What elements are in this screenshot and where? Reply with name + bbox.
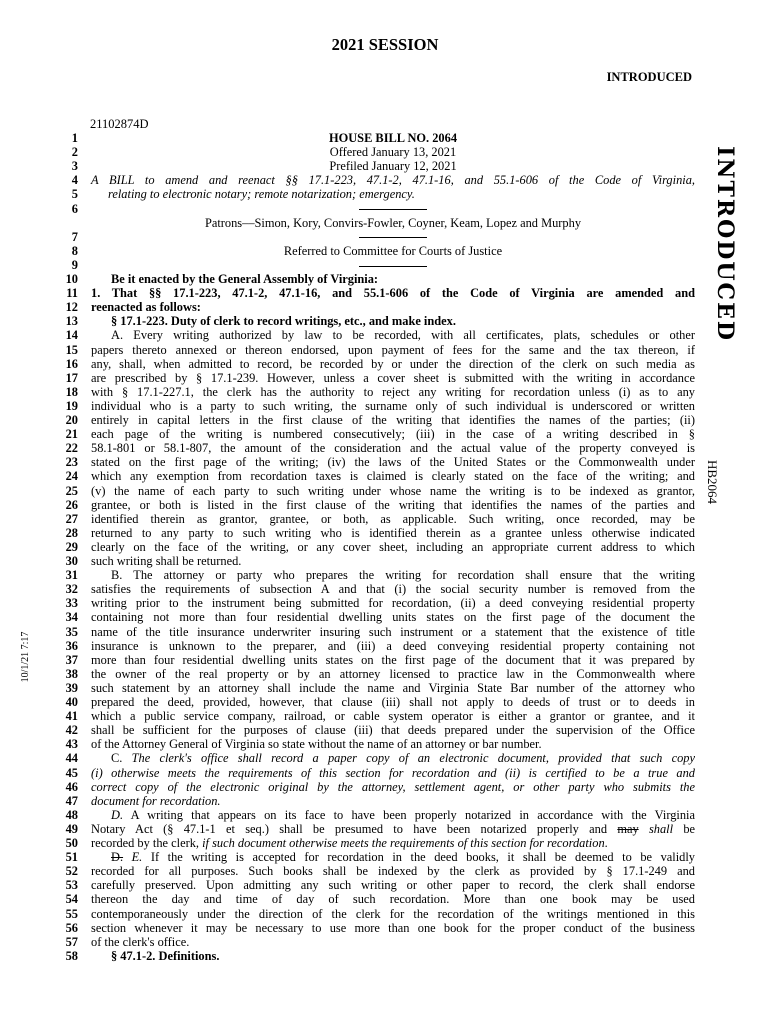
text-segment: papers thereto annexed or thereon endorsed, upon payment of fees for the same and the tax thereon, if: [91, 342, 695, 357]
text-segment: Be it enacted by the General Assembly of Virginia:: [111, 272, 379, 286]
text-segment: prepared the deed, provided, however, that clause (iii) shall not apply to deeds of trust or to deeds in: [91, 695, 695, 709]
line-text: [91, 371, 695, 385]
line-number: 32: [65, 582, 78, 597]
text-line: [0, 258, 770, 272]
text-segment: clearly on the face of the writing, or any cover sheet, including an appropriate current address to which: [91, 539, 695, 554]
line-text: [91, 737, 695, 751]
text-segment: Referred to Committee for Courts of Justice: [283, 243, 503, 258]
line-number: 7: [71, 229, 78, 244]
text-segment: individual who is a party to such writing, the surname only of such individual is underscored or written: [91, 398, 695, 413]
line-number: 23: [65, 455, 78, 470]
status-label: INTRODUCED: [606, 70, 692, 84]
line-number: 28: [65, 525, 78, 540]
text-line: [0, 385, 770, 399]
side-print-date: 10/1/21 7:17: [20, 631, 31, 683]
text-line: [0, 469, 770, 483]
line-text: [91, 935, 695, 949]
text-segment: relating to electronic notary; remote notarization; emergency.: [108, 187, 415, 202]
text-line: [0, 512, 770, 526]
text-line: [0, 328, 770, 342]
text-line: [0, 878, 770, 892]
line-text: [91, 667, 695, 681]
line-text: [91, 202, 695, 216]
text-segment: contemporaneously under the direction of the clerk for the recordation of the writings mentioned in this: [91, 906, 695, 921]
text-segment: D.: [111, 850, 124, 865]
text-segment: (i) otherwise meets the requirements of this section for recordation and (ii) is certified to be a true and: [91, 765, 695, 780]
side-bill-number: HB2064: [705, 459, 720, 505]
line-number: 33: [65, 596, 78, 611]
line-number: 57: [65, 934, 78, 949]
text-segment: Notary Act (§ 47.1-1 et seq.) shall be presumed to have been notarized properly and: [91, 821, 618, 836]
line-text: [91, 836, 695, 850]
text-segment: recorded by the clerk: [91, 836, 196, 850]
line-text: [91, 526, 695, 540]
text-line: [0, 455, 770, 469]
text-line: [0, 314, 770, 328]
text-segment: name of the title insurance underwriter insuring such instrument or a statement that the existence of title: [91, 624, 695, 639]
text-line: [0, 286, 770, 300]
text-segment: section whenever it may be necessary to use more than one book for the proper conduct of the business: [91, 920, 695, 935]
line-number: 4: [71, 173, 78, 188]
line-text: [91, 385, 695, 399]
text-line: [0, 780, 770, 794]
line-text: [91, 610, 695, 624]
text-line: [0, 808, 770, 822]
line-text: [91, 286, 695, 300]
line-number: 5: [71, 187, 78, 202]
text-line: [0, 582, 770, 596]
text-line: [0, 892, 770, 906]
line-number: 55: [65, 906, 78, 921]
text-line: [0, 766, 770, 780]
line-number: 9: [71, 257, 78, 272]
text-segment: stated on the first page of the writing; (iv) the laws of the United States or the Commonwealth under: [91, 455, 695, 470]
line-number: 11: [66, 286, 78, 301]
line-text: [91, 230, 695, 244]
text-segment: Prefiled January 12, 2021: [329, 159, 457, 174]
line-number: 22: [65, 441, 78, 456]
text-line: [0, 935, 770, 949]
line-text: [91, 399, 695, 413]
text-segment: document for recordation.: [91, 793, 221, 808]
text-segment: shall: [648, 821, 674, 836]
text-segment: writing prior to the instrument being submitted for recordation, (ii) a deed conveying residential property: [91, 596, 695, 611]
line-number: 54: [65, 892, 78, 907]
text-line: [0, 484, 770, 498]
text-segment: may: [617, 821, 639, 836]
line-number: 10: [65, 272, 78, 286]
text-segment: The clerk's office shall record a paper copy of an electronic document, provided that such copy: [131, 751, 695, 766]
line-text: [91, 173, 695, 187]
line-text: [91, 159, 695, 173]
line-text: [91, 540, 695, 554]
line-text: [91, 568, 695, 582]
line-text: [91, 780, 695, 794]
text-segment: B. The attorney or party who prepares the writing for recordation shall ensure that the writing: [111, 568, 695, 583]
text-segment: , if such document otherwise meets the requirements of this section for recordation: [195, 836, 605, 850]
text-line: [0, 695, 770, 709]
line-number: 8: [71, 243, 78, 258]
line-number: 49: [65, 821, 78, 836]
line-number: 52: [65, 864, 78, 879]
text-segment: recorded for all purposes. Such books shall be indexed by the clerk as provided by § 17.1-249 and: [91, 864, 695, 879]
separator-rule: [359, 266, 427, 267]
text-segment: C.: [111, 751, 132, 766]
separator-rule: [359, 237, 427, 238]
line-text: [91, 484, 695, 498]
text-line: [0, 441, 770, 455]
text-segment: grantee, or both is listed in the first clause of the writing that identifies the names of the parties and: [91, 497, 695, 512]
line-text: [91, 216, 695, 230]
text-segment: reenacted as follows:: [91, 300, 201, 315]
text-line: [0, 639, 770, 653]
text-segment: of the Attorney General of Virginia so state without the name of an attorney or bar number.: [91, 737, 542, 752]
text-segment: A writing that appears on its face to have been properly notarized in accordance with the Virginia: [123, 807, 695, 822]
line-text: [91, 878, 695, 892]
line-number: 26: [65, 497, 78, 512]
line-text: [91, 187, 695, 201]
text-line: [0, 610, 770, 624]
line-number: 53: [65, 878, 78, 893]
line-number: 19: [65, 398, 78, 413]
line-text: [91, 794, 695, 808]
text-segment: thereon the day and time of day of such recordation. More than one book may be used: [91, 892, 695, 907]
text-segment: § 47.1-2. Definitions.: [111, 948, 220, 963]
text-segment: which a public service company, railroad, or cable system operator is either a grantor or grantee, and it: [91, 709, 695, 724]
line-number: 16: [65, 356, 78, 371]
line-text: [91, 314, 695, 328]
line-text: [91, 328, 695, 342]
separator-rule: [359, 209, 427, 210]
text-segment: such statement by an attorney shall include the name and Virginia State Bar number of the attorney who: [91, 680, 695, 695]
line-number: 50: [65, 836, 78, 850]
line-number: 29: [65, 539, 78, 554]
text-line: [0, 498, 770, 512]
line-text: [91, 413, 695, 427]
text-line: [0, 667, 770, 681]
text-segment: [639, 822, 649, 836]
line-text: [91, 272, 695, 286]
line-number: 31: [65, 568, 78, 583]
text-segment: containing not more than four residential dwelling units states on the first page of the document the: [91, 610, 695, 625]
line-text: [91, 441, 695, 455]
text-segment: .: [604, 836, 608, 850]
text-segment: of the clerk's office.: [91, 934, 190, 949]
text-segment: Patrons––Simon, Kory, Convirs-Fowler, Coyner, Keam, Lopez and Murphy: [204, 215, 582, 230]
text-line: [0, 272, 770, 286]
line-text: [91, 639, 695, 653]
line-text: [91, 596, 695, 610]
text-segment: more than four residential dwelling units states on the first page of the document that it was prepared by: [91, 652, 695, 667]
text-segment: the owner of the real property or by an attorney licensed to practice law in the Commonwealth where: [91, 666, 695, 681]
text-segment: identified therein as grantor, grantee, or both, as applicable. Such writing, once recorded, may be: [91, 511, 695, 526]
line-text: [91, 808, 695, 822]
line-text: [91, 554, 695, 568]
text-segment: entirely in capital letters in the first clause of the writing that identifies the names of the parties; (ii): [91, 413, 695, 427]
text-line: [0, 371, 770, 385]
line-number: 45: [65, 765, 78, 780]
bill-id: 21102874D: [90, 117, 149, 131]
line-text: [91, 625, 695, 639]
line-text: [91, 709, 695, 723]
line-number: 1: [71, 131, 78, 145]
text-segment: correct copy of the electronic original by the attorney, settlement agent, or other party who submits the: [91, 779, 695, 794]
text-line: [0, 568, 770, 582]
text-line: [0, 949, 770, 963]
line-text: [91, 695, 695, 709]
line-text: [91, 469, 695, 483]
text-line: [0, 554, 770, 568]
text-line: [0, 427, 770, 441]
line-text: [91, 653, 695, 667]
line-number: 42: [65, 723, 78, 738]
text-line: [0, 230, 770, 244]
line-number: 12: [65, 300, 78, 315]
line-number: 2: [71, 145, 78, 160]
text-line: [0, 921, 770, 935]
line-text: [91, 498, 695, 512]
text-segment: E.: [131, 850, 143, 865]
text-line: [0, 413, 770, 427]
text-line: [0, 173, 770, 187]
side-introduced-stamp: INTRODUCED: [712, 146, 738, 342]
line-number: 39: [65, 680, 78, 695]
text-line: [0, 836, 770, 850]
line-number: 15: [65, 342, 78, 357]
text-segment: 58.1-801 or 58.1-807, the amount of the consideration and the actual value of the property conveyed is: [91, 441, 695, 456]
line-text: [91, 766, 695, 780]
text-segment: HOUSE BILL NO. 2064: [328, 131, 458, 145]
line-text: [91, 921, 695, 935]
line-number: 38: [65, 666, 78, 681]
text-segment: are prescribed by § 17.1-239. However, unless a cover sheet is submitted with the writing in accordance: [91, 370, 695, 385]
text-line: [0, 300, 770, 314]
line-text: [91, 131, 695, 145]
text-line: [0, 653, 770, 667]
line-number: 35: [65, 624, 78, 639]
text-segment: any, shall, when admitted to record, be recorded by or under the direction of the clerk on such media as: [91, 356, 695, 371]
line-number: 24: [65, 469, 78, 484]
text-line: [0, 343, 770, 357]
line-number: 36: [65, 638, 78, 653]
text-segment: Offered January 13, 2021: [329, 145, 457, 160]
text-line: [0, 751, 770, 765]
line-text: [91, 892, 695, 906]
line-text: [91, 864, 695, 878]
line-number: 46: [65, 779, 78, 794]
text-line: [0, 216, 770, 230]
text-segment: shall be sufficient for the purposes of clause (iii) that deeds prepared under the supervision of the Office: [91, 723, 695, 738]
text-segment: [123, 850, 132, 864]
line-text: [91, 850, 695, 864]
line-text: [91, 300, 695, 314]
line-number: 48: [65, 807, 78, 822]
session-title: 2021 SESSION: [331, 35, 439, 54]
text-segment: which any exemption from recordation taxes is claimed is clearly stated on the face of the writing; and: [91, 469, 695, 484]
line-number: 30: [65, 554, 78, 568]
line-number: 21: [65, 427, 78, 442]
text-segment: A BILL to amend and reenact §§ 17.1-223, 47.1-2, 47.1-16, and 55.1-606 of the Code of Virginia,: [91, 173, 695, 188]
text-line: [0, 596, 770, 610]
line-number: 43: [65, 737, 78, 752]
text-segment: be: [673, 821, 696, 836]
line-text: [91, 244, 695, 258]
line-text: [91, 907, 695, 921]
text-segment: each page of the writing is numbered consecutively; (iii) in the case of a writing described in §: [91, 427, 695, 442]
line-number: 58: [65, 948, 78, 963]
text-line: [0, 723, 770, 737]
line-number: 51: [65, 850, 78, 865]
line-text: [91, 822, 695, 836]
text-segment: A. Every writing authorized by law to be recorded, with all certificates, plats, schedules or other: [111, 328, 695, 343]
line-text: [91, 512, 695, 526]
text-segment: satisfies the requirements of subsection A and that (i) the social security number is removed from the: [91, 582, 695, 597]
line-text: [91, 751, 695, 765]
text-line: [0, 244, 770, 258]
line-number: 44: [65, 751, 78, 766]
line-number: 56: [65, 920, 78, 935]
text-line: [0, 131, 770, 145]
line-text: [91, 258, 695, 272]
line-number: 25: [65, 483, 78, 498]
line-text: [91, 582, 695, 596]
text-segment: If the writing is accepted for recordation in the deed books, it shall be deemed to be validly: [142, 850, 695, 865]
line-text: [91, 681, 695, 695]
line-number: 14: [65, 328, 78, 343]
text-line: [0, 850, 770, 864]
text-line: [0, 794, 770, 808]
line-text: [91, 427, 695, 441]
text-line: [0, 399, 770, 413]
text-line: [0, 159, 770, 173]
line-text: [91, 357, 695, 371]
line-number: 20: [65, 413, 78, 427]
text-line: [0, 907, 770, 921]
line-text: [91, 455, 695, 469]
text-segment: D.: [111, 807, 124, 822]
text-line: [0, 540, 770, 554]
text-line: [0, 625, 770, 639]
line-number: 18: [65, 384, 78, 399]
line-number: 34: [65, 610, 78, 625]
text-line: [0, 737, 770, 751]
text-line: [0, 681, 770, 695]
text-segment: 1. That §§ 17.1-223, 47.1-2, 47.1-16, and 55.1-606 of the Code of Virginia are amended and: [91, 286, 695, 301]
text-segment: § 17.1-223. Duty of clerk to record writings, etc., and make index.: [111, 314, 456, 329]
line-number: 40: [65, 695, 78, 709]
line-number: 17: [65, 370, 78, 385]
text-line: [0, 526, 770, 540]
line-number: 41: [65, 709, 78, 724]
text-segment: carefully preserved. Upon admitting any such writing or other paper to record, the clerk shall endorse: [91, 878, 695, 893]
text-line: [0, 822, 770, 836]
line-number: 6: [71, 201, 78, 216]
line-number: 27: [65, 511, 78, 526]
text-line: [0, 864, 770, 878]
line-number: 13: [65, 314, 78, 329]
line-number: 47: [65, 793, 78, 808]
text-line: [0, 145, 770, 159]
text-segment: (v) the name of each party to such writing under whose name the writing is to be indexed as grantor,: [91, 483, 695, 498]
text-segment: with § 17.1-227.1, the clerk has the authority to reject any writing for recordation unless (i) as to any: [91, 384, 695, 399]
line-number: 37: [65, 652, 78, 667]
line-text: [91, 723, 695, 737]
line-number: 3: [71, 159, 78, 174]
text-line: [0, 357, 770, 371]
line-text: [91, 343, 695, 357]
text-line: [0, 709, 770, 723]
text-line: [0, 202, 770, 216]
text-segment: such writing shall be returned.: [91, 554, 242, 568]
line-text: [91, 949, 695, 963]
text-segment: insurance is unknown to the preparer, and (iii) a deed conveying residential property containing not: [91, 638, 695, 653]
text-line: [0, 187, 770, 201]
text-segment: returned to any party to such writing who is identified therein as a grantee unless otherwise indicated: [91, 525, 695, 540]
line-text: [91, 145, 695, 159]
